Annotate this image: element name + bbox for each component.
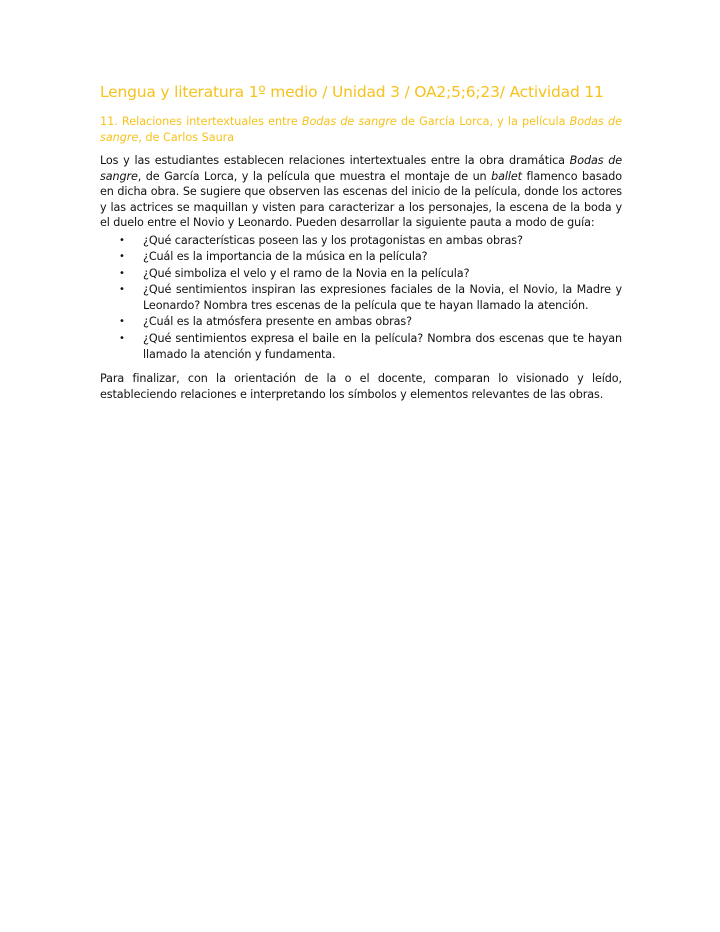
intro-work-title: Bodas de sangre xyxy=(100,154,623,183)
work-title-play: Bodas de sangre xyxy=(301,115,397,128)
activity-number: 11. xyxy=(100,115,118,128)
guide-question-list xyxy=(100,233,622,363)
list-item xyxy=(119,314,622,330)
intro-text-2: , de García Lorca, y la película que muestra el montaje de un xyxy=(137,169,492,183)
question-text: ¿Qué sentimientos expresa el baile en la película? Nombra dos escenas que te hayan llamado la atención y fundamenta. xyxy=(143,331,622,362)
list-item xyxy=(119,233,622,249)
intro-paragraph xyxy=(100,153,622,231)
question-text: ¿Qué características poseen las y los protagonistas en ambas obras? xyxy=(143,233,523,247)
bullet-icon: • xyxy=(119,283,125,295)
heading-text-2: de García Lorca, y la película xyxy=(396,115,570,128)
document-title: Lengua y literatura 1º medio / Unidad 3 / OA2;5;6;23/ Actividad 11 xyxy=(100,83,604,101)
bullet-icon: • xyxy=(119,234,125,246)
closing-paragraph: Para finalizar, con la orientación de la o el docente, comparan lo visionado y leído, estableciendo relaciones e interpretando los símbolos y elementos relevantes de las obras. xyxy=(100,372,622,401)
list-item xyxy=(119,266,622,282)
bullet-icon: • xyxy=(119,251,125,263)
activity-heading xyxy=(100,114,622,145)
question-text: ¿Cuál es la atmósfera presente en ambas obras? xyxy=(143,315,412,329)
work-title-film: Bodas de sangre xyxy=(100,115,622,144)
bullet-icon: • xyxy=(119,316,125,328)
list-item xyxy=(119,282,622,315)
heading-text-3: , de Carlos Saura xyxy=(138,130,235,144)
document-page xyxy=(100,82,622,403)
intro-ballet-term: ballet xyxy=(491,169,522,183)
bullet-icon: • xyxy=(119,267,125,279)
intro-text-3: flamenco basado en dicha obra. Se sugiere que observen las escenas del inicio de la película, donde los actores y las actrices se maquillan y visten para caracterizar a los personajes, la escena de la boda y el duelo entre el Novio y Leonardo. Pueden desarrollar la siguiente pauta a modo de guía: xyxy=(100,169,622,230)
list-item xyxy=(119,331,622,364)
question-text: ¿Qué simboliza el velo y el ramo de la Novia en la película? xyxy=(143,266,470,280)
question-text: ¿Cuál es la importancia de la música en la película? xyxy=(143,250,428,264)
bullet-icon: • xyxy=(119,332,125,344)
intro-text-1: Los y las estudiantes establecen relaciones intertextuales entre la obra dramática xyxy=(100,154,570,167)
list-item xyxy=(119,249,622,265)
question-text: ¿Qué sentimientos inspiran las expresiones faciales de la Novia, el Novio, la Madre y Leonardo? Nombra tres escenas de la película que te hayan llamado la atención. xyxy=(143,282,622,313)
heading-text-1: Relaciones intertextuales entre xyxy=(117,115,302,128)
